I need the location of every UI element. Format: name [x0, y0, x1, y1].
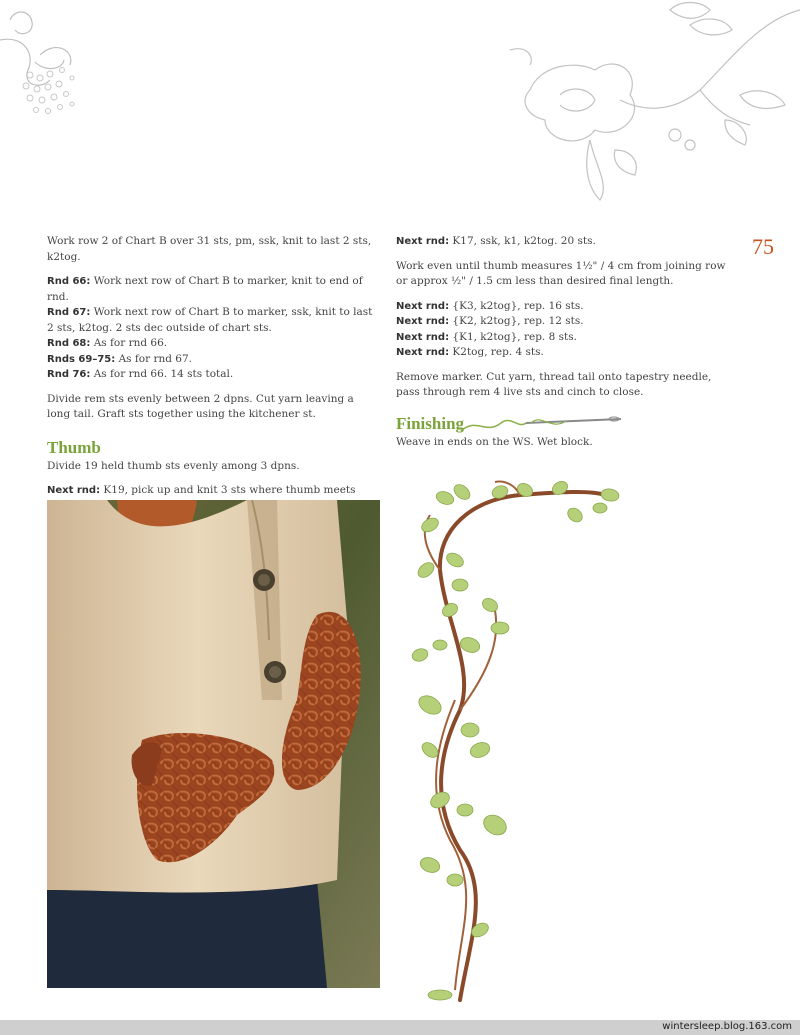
- chart-b-instruction: Work row 2 of Chart B over 31 sts, pm, ssk, knit to last 2 sts, k2tog.: [47, 235, 372, 263]
- round-text: As for rnd 67.: [115, 352, 193, 365]
- round-text: {K1, k2tog}, rep. 8 sts.: [449, 330, 577, 343]
- work-even-instruction: Work even until thumb measures 1½" / 4 cm from joining row or approx ½" / 1.5 cm less than desired final length.: [396, 259, 726, 287]
- round-text: K2tog, rep. 4 sts.: [449, 346, 544, 358]
- round-text: Work next row of Chart B to marker, ssk, knit to last 2 sts, k2tog. 2 sts dec outside of chart sts.: [47, 306, 373, 334]
- floral-line-art-top-left: [0, 0, 110, 130]
- round-67: [47, 305, 377, 336]
- thumb-heading: Thumb: [47, 437, 101, 457]
- round-76: [47, 367, 377, 383]
- right-column: [396, 234, 726, 459]
- round-text: {K2, k2tog}, rep. 12 sts.: [449, 315, 584, 327]
- decrease-rounds: [396, 299, 726, 361]
- mittens-photo: [47, 500, 380, 988]
- divide-instruction: Divide rem sts evenly between 2 dpns. Cut yarn leaving a long tail. Graft sts together using the kitchener st.: [47, 392, 354, 420]
- left-column: [47, 234, 377, 523]
- decrease-round-1: [396, 299, 726, 315]
- round-text: As for rnd 66.: [90, 337, 168, 349]
- round-label: Rnd 68:: [47, 338, 91, 349]
- round-66: [47, 274, 377, 305]
- round-text: K19, pick up and knit 3 sts where thumb meets: [103, 484, 356, 496]
- rounds-69-75: [47, 352, 377, 368]
- thumb-first-round: [396, 234, 726, 250]
- round-label: Rnd 66:: [47, 276, 91, 287]
- finishing-text: Weave in ends on the WS. Wet block.: [396, 435, 593, 448]
- needle-and-thread-icon: [456, 409, 626, 437]
- round-label: Rnd 67:: [47, 307, 91, 318]
- round-label: Next rnd:: [396, 236, 450, 247]
- decrease-round-2: [396, 314, 726, 330]
- floral-line-art-top-right: [500, 0, 800, 215]
- round-text: {K3, k2tog}, rep. 16 sts.: [449, 299, 584, 312]
- round-68: [47, 336, 377, 352]
- round-text: As for rnd 66. 14 sts total.: [90, 368, 234, 380]
- blog-watermark: wintersleep.blog.163.com: [662, 1021, 792, 1032]
- round-text: K17, ssk, k1, k2tog. 20 sts.: [449, 235, 596, 247]
- round-label: Next rnd:: [396, 347, 450, 358]
- round-instructions: [47, 274, 377, 383]
- page-number: 75: [752, 234, 774, 259]
- decrease-round-4: [396, 345, 726, 361]
- thumb-intro: Divide 19 held thumb sts evenly among 3 dpns.: [47, 459, 300, 472]
- decrease-round-3: [396, 330, 726, 346]
- vine-illustration: [400, 470, 640, 1010]
- round-text: Work next row of Chart B to marker, knit to end of rnd.: [47, 275, 363, 303]
- round-label: Rnd 76:: [47, 369, 91, 380]
- round-label: Next rnd:: [47, 485, 101, 496]
- remove-marker-instruction: Remove marker. Cut yarn, thread tail onto tapestry needle, pass through rem 4 live sts and cinch to close.: [396, 370, 712, 398]
- round-label: Next rnd:: [396, 316, 450, 327]
- round-label: Next rnd:: [396, 300, 450, 312]
- round-label: Next rnd:: [396, 331, 450, 343]
- finishing-heading: Finishing: [396, 413, 465, 433]
- round-label: Rnds 69–75:: [47, 353, 116, 365]
- finishing-section: [396, 415, 726, 451]
